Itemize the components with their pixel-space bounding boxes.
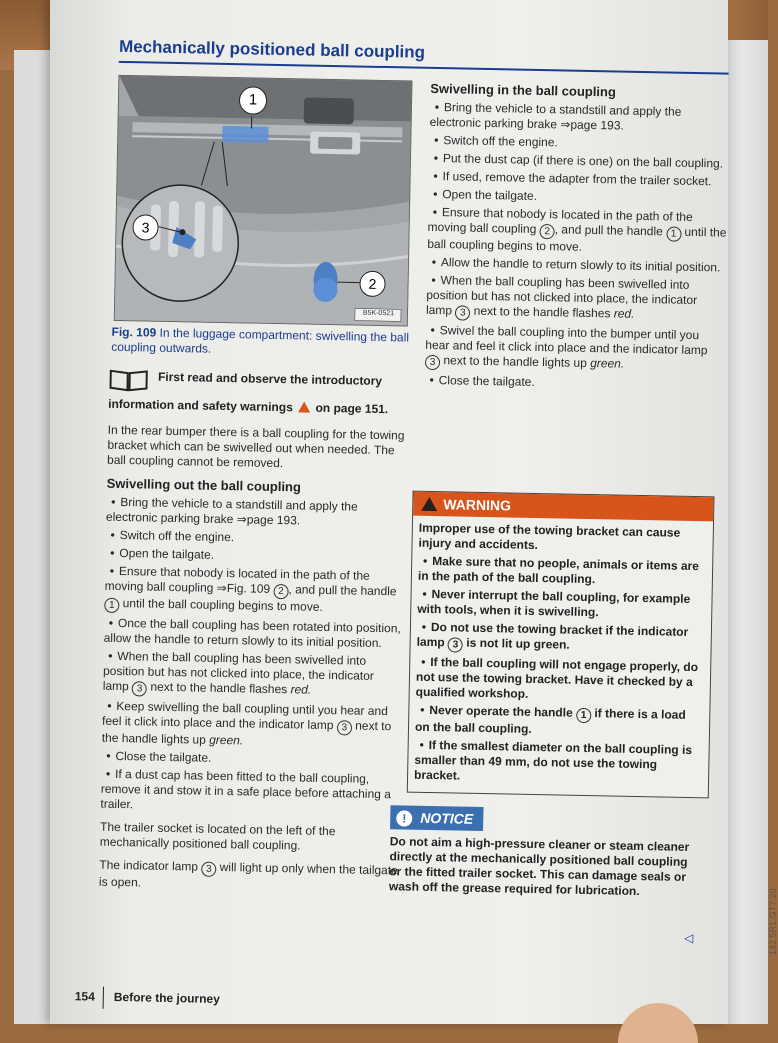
indicator-lamp-paragraph [99,858,400,896]
warning-item-text: Never operate the handle [429,703,573,720]
end-of-section-marker: ◁ [684,931,694,945]
list-item: • Ensure that nobody is located in the path of the moving ball coupling ⇒Fig. 109 2 , and pull the handle 1 until the ball coupling begins to move. [104,564,405,619]
notice-text: Do not aim a high-pressure cleaner or steam cleaner directly at the mechanically positioned ball coupling or the fitted trailer socket. This can damage seals or wash off the grease required for lubrication. [389,834,700,900]
read-first-text: First read and observe the introductory information and safety warnings [108,370,382,415]
callout-3-ref: 3 [448,637,463,652]
figure-callout-3: 3 [132,214,158,240]
figure-caption-label: Fig. 109 [111,325,156,340]
paragraph-text: will light up only when the tailgate is open. [99,860,398,889]
book-icon [108,368,149,397]
list-item-text: next to the handle lights up [102,719,392,747]
callout-3-ref: 3 [201,862,216,877]
list-item: • Open the tailgate. [428,187,728,208]
paragraph-text: The indicator lamp [99,858,198,874]
page-number: 154 [75,989,95,1003]
list-item: • Keep swivelling the ball coupling until you hear and feel it click into place and the indicator lamp 3 next to the handle lights up green. [102,699,403,752]
notice-icon: ! [396,810,412,826]
section-title-swivel-out: Swivelling out the ball coupling [107,476,407,497]
list-item-text: Ensure that nobody is located in the path of the moving ball coupling ⇒Fig. 109 [105,564,370,596]
figure-callout-2: 2 [359,271,385,297]
list-item-emphasis: green. [590,356,624,371]
list-item: • Close the tailgate. [101,749,401,770]
notice-title: NOTICE [420,810,473,827]
list-item-text: next to the handle flashes [474,304,611,321]
page-title: Mechanically positioned ball coupling [119,37,425,63]
side-code: 142.5R1.GT7.20 [768,888,778,955]
figure-callout-1: 1 [239,86,268,115]
list-item-text: Close the tailgate. [439,373,535,389]
list-item-text: until the ball coupling begins to move. [427,225,726,254]
footer-divider [103,987,104,1009]
list-item: • Switch off the engine. [106,528,406,549]
callout-3-ref: 3 [425,355,440,370]
warning-item: • Never operate the handle 1 if there is a load on the ball coupling. [415,703,704,741]
callout-1-ref: 1 [576,708,591,723]
list-item-text: When the ball coupling has been swivelled into position but has not clicked into place, the indicator lamp [103,649,374,693]
list-item: • Close the tailgate. [425,373,725,394]
warning-body [408,516,713,798]
list-item: • Bring the vehicle to a standstill and apply the electronic parking brake ⇒page 193. [106,495,407,531]
right-column [424,81,730,397]
warning-item: • If the ball coupling will not engage properly, do not use the towing bracket. Have it checked by a qualified workshop. [416,655,705,706]
warning-item-text: if there is a load on the ball coupling. [415,706,686,736]
warning-item-text: Do not use the towing bracket if the indicator lamp [417,620,689,649]
warning-icon [421,497,437,511]
list-item: • Switch off the engine. [429,133,729,154]
list-item-text: Once the ball coupling has been rotated into position, allow the handle to return slowly to its initial position. [104,616,401,650]
figure-caption [111,325,412,361]
warning-triangle-icon [298,401,310,412]
left-column [99,423,408,904]
list-item: • If used, remove the adapter from the trailer socket. [428,169,728,190]
page-footer [75,986,220,1011]
callout-2-ref: 2 [273,584,288,599]
list-item-text: next to the handle lights up [443,353,587,370]
section-title-swivel-in: Swivelling in the ball coupling [430,81,730,102]
list-item-text: Swivel the ball coupling into the bumper until you hear and feel it click into place and the indicator lamp [425,323,707,357]
callout-3-ref: 3 [132,681,147,696]
list-item: • If a dust cap has been fitted to the ball coupling, remove it and stow it in a safe place before attaching a trailer. [100,767,401,818]
callout-2-ref: 2 [540,224,555,239]
list-item: • Put the dust cap (if there is one) on the ball coupling. [429,151,729,172]
notice-header [390,805,483,831]
list-item-text: until the ball coupling begins to move. [123,596,323,614]
warning-item-text: If the ball coupling will not engage properly, do not use the towing bracket. Have it checked by a qualified workshop. [416,655,699,701]
warning-item-text: Make sure that no people, animals or items are in the path of the ball coupling. [418,554,699,586]
warning-intro: Improper use of the towing bracket can cause injury and accidents. [418,521,707,557]
footer-section: Before the journey [114,990,220,1006]
list-item-emphasis: red. [614,306,635,320]
warning-box [407,491,715,799]
intro-paragraph: In the rear bumper there is a ball coupling for the towing bracket which can be swivelled out when needed. The ball coupling cannot be removed. [107,423,408,474]
warning-title: WARNING [443,496,511,513]
callout-1-ref: 1 [666,226,681,241]
warning-item-text: is not lit up green. [466,636,570,652]
list-item: • Allow the handle to return slowly to its initial position. [427,255,727,276]
manual-page [50,0,728,1024]
list-item-text: Ensure that nobody is located in the path of the moving ball coupling [428,205,693,236]
list-item-text: Put the dust cap (if there is one) on the ball coupling. [443,151,723,170]
figure-caption-text: In the luggage compartment: swivelling the ball coupling outwards. [111,326,409,356]
warning-item-text: If the smallest diameter on the ball coupling is smaller than 49 mm, do not use the towing bracket. [414,738,692,783]
list-item-text: Open the tailgate. [442,187,537,203]
list-item-text: Keep swivelling the ball coupling until you hear and feel it click into place and the indicator lamp [102,699,388,732]
callout-1-ref: 1 [104,598,119,613]
page-content [40,0,738,1031]
list-item-text: Bring the vehicle to a standstill and apply the electronic parking brake ⇒page 193. [106,495,358,527]
warning-item: • Make sure that no people, animals or items are in the path of the ball coupling. [418,554,707,590]
list-item: • Swivel the ball coupling into the bumper until you hear and feel it click into place and the indicator lamp 3 next to the handle lights up green. [425,323,726,376]
callout-3-ref: 3 [455,305,470,320]
warning-item: • If the smallest diameter on the ball coupling is smaller than 49 mm, do not use the towing bracket. [414,738,703,789]
list-item-text: , and pull the handle [555,222,663,238]
list-item: • Once the ball coupling has been rotated into position, allow the handle to return slowly to its initial position. [104,616,405,652]
callout-3-ref: 3 [337,720,352,735]
warning-item-text: Never interrupt the ball coupling, for example with tools, when it is swivelling. [417,587,690,619]
read-first-page-ref: on page 151. [315,401,388,416]
warning-item: • Do not use the towing bracket if the indicator lamp 3 is not lit up green. [416,620,705,658]
list-item-text: If used, remove the adapter from the trailer socket. [442,169,711,188]
list-item: • Bring the vehicle to a standstill and apply the electronic parking brake ⇒page 193. [429,100,730,136]
list-item-text: , and pull the handle [288,582,396,598]
list-item: • Ensure that nobody is located in the path of the moving ball coupling 2 , and pull the handle 1 until the ball coupling begins to move. [427,205,728,258]
list-item-text: Open the tailgate. [119,546,214,562]
title-rule [119,61,729,75]
list-item-text: Allow the handle to return slowly to its initial position. [441,255,721,274]
list-item-text: If a dust cap has been fitted to the ball coupling, remove it and stow it in a safe place before attaching a trailer. [100,767,391,811]
list-item: • When the ball coupling has been swivelled into position but has not clicked into place, the indicator lamp 3 next to the handle flashes red. [103,649,404,702]
list-item: • When the ball coupling has been swivelled into position but has not clicked into place, the indicator lamp 3 next to the handle flashes red. [426,273,727,326]
warning-item: • Never interrupt the ball coupling, for example with tools, when it is swivelling. [417,587,706,623]
list-item-emphasis: red. [290,682,311,696]
figure-code: B5K-0521 [356,310,401,318]
figure-luggage-compartment [114,75,413,327]
list-item-text: Switch off the engine. [443,133,558,149]
list-item: • Open the tailgate. [105,546,405,567]
list-item-emphasis: green. [209,733,243,748]
trailer-socket-paragraph: The trailer socket is located on the left of the mechanically positioned ball coupling. [100,820,401,856]
list-item-text: Close the tailgate. [115,749,211,765]
list-item-text: Switch off the engine. [120,528,235,544]
read-first-note [108,368,409,418]
list-item-text: When the ball coupling has been swivelled into position but has not clicked into place, the indicator lamp [426,273,697,317]
list-item-text: Bring the vehicle to a standstill and apply the electronic parking brake ⇒page 193. [430,100,682,132]
list-item-text: next to the handle flashes [150,680,287,697]
